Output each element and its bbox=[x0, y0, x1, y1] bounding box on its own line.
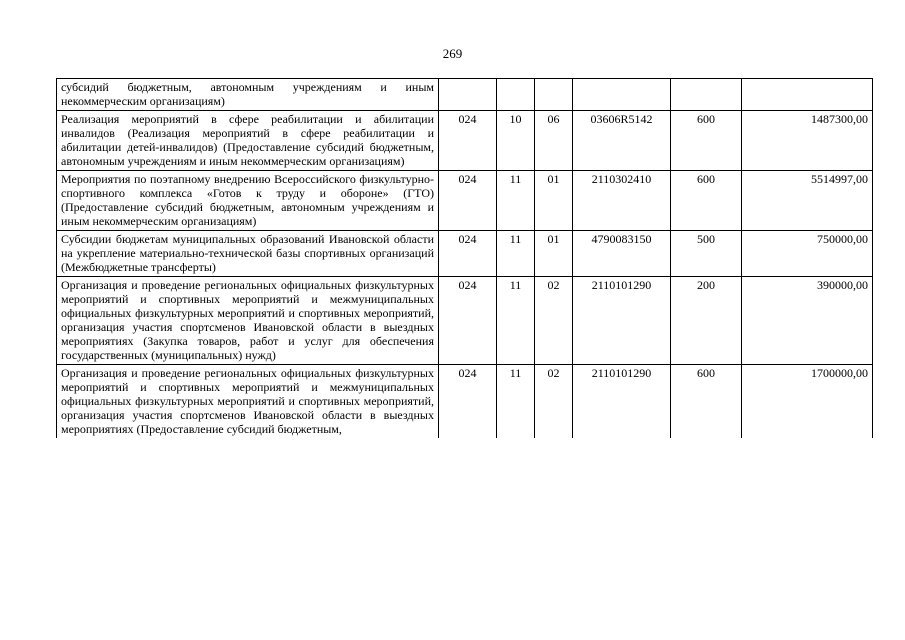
subsection-code: 02 bbox=[535, 277, 573, 365]
target-article-code: 2110302410 bbox=[573, 171, 671, 231]
amount: 390000,00 bbox=[742, 277, 873, 365]
subsection-code bbox=[535, 79, 573, 111]
section-code: 10 bbox=[497, 111, 535, 171]
section-code bbox=[497, 79, 535, 111]
amount: 750000,00 bbox=[742, 231, 873, 277]
subsection-code: 01 bbox=[535, 171, 573, 231]
table-row bbox=[57, 79, 873, 111]
amount: 1487300,00 bbox=[742, 111, 873, 171]
expense-type-code: 500 bbox=[671, 231, 742, 277]
admin-code: 024 bbox=[439, 277, 497, 365]
admin-code: 024 bbox=[439, 111, 497, 171]
admin-code bbox=[439, 79, 497, 111]
table-row bbox=[57, 277, 873, 365]
expense-type-code: 600 bbox=[671, 111, 742, 171]
expense-type-code bbox=[671, 79, 742, 111]
admin-code: 024 bbox=[439, 171, 497, 231]
admin-code: 024 bbox=[439, 365, 497, 439]
expense-type-code: 600 bbox=[671, 365, 742, 439]
table-row bbox=[57, 231, 873, 277]
section-code: 11 bbox=[497, 277, 535, 365]
page-number: 269 bbox=[442, 46, 463, 61]
row-description: Организация и проведение региональных официальных физкультурных мероприятий и спортивных мероприятий и межмуниципальных официальных физкультурных мероприятий и спортивных мероприятий, организация участия спортсменов Ивановской области в выездных мероприятиях (Закупка товаров, работ и услуг для обеспечения государственных (муниципальных) нужд) bbox=[57, 277, 439, 365]
amount bbox=[742, 79, 873, 111]
amount: 1700000,00 bbox=[742, 365, 873, 439]
row-description: Субсидии бюджетам муниципальных образований Ивановской области на укрепление материально-технической базы спортивных организаций (Межбюджетные трансферты) bbox=[57, 231, 439, 277]
row-description: субсидий бюджетным, автономным учреждениям и иным некоммерческим организациям) bbox=[57, 79, 439, 111]
budget-table bbox=[56, 78, 873, 438]
section-code: 11 bbox=[497, 171, 535, 231]
target-article-code: 2110101290 bbox=[573, 277, 671, 365]
target-article-code: 2110101290 bbox=[573, 365, 671, 439]
row-description: Реализация мероприятий в сфере реабилитации и абилитации инвалидов (Реализация мероприятий в сфере реабилитации и абилитации детей-инвалидов) (Предоставление субсидий бюджетным, автономным учреждениям и иным некоммерческим организациям) bbox=[57, 111, 439, 171]
row-description: Мероприятия по поэтапному внедрению Всероссийского физкультурно-спортивного комплекса «Готов к труду и обороне» (ГТО) (Предоставление субсидий бюджетным, автономным учреждениям и иным некоммерческим организациям) bbox=[57, 171, 439, 231]
table-row bbox=[57, 171, 873, 231]
section-code: 11 bbox=[497, 365, 535, 439]
target-article-code: 4790083150 bbox=[573, 231, 671, 277]
expense-type-code: 600 bbox=[671, 171, 742, 231]
target-article-code: 03606R5142 bbox=[573, 111, 671, 171]
section-code: 11 bbox=[497, 231, 535, 277]
row-description: Организация и проведение региональных официальных физкультурных мероприятий и спортивных мероприятий и межмуниципальных официальных физкультурных мероприятий и спортивных мероприятий, организация участия спортсменов Ивановской области в выездных мероприятиях (Предоставление субсидий бюджетным, bbox=[57, 365, 439, 439]
expense-type-code: 200 bbox=[671, 277, 742, 365]
target-article-code bbox=[573, 79, 671, 111]
admin-code: 024 bbox=[439, 231, 497, 277]
table-row bbox=[57, 365, 873, 439]
subsection-code: 02 bbox=[535, 365, 573, 439]
subsection-code: 06 bbox=[535, 111, 573, 171]
amount: 5514997,00 bbox=[742, 171, 873, 231]
table-row bbox=[57, 111, 873, 171]
subsection-code: 01 bbox=[535, 231, 573, 277]
